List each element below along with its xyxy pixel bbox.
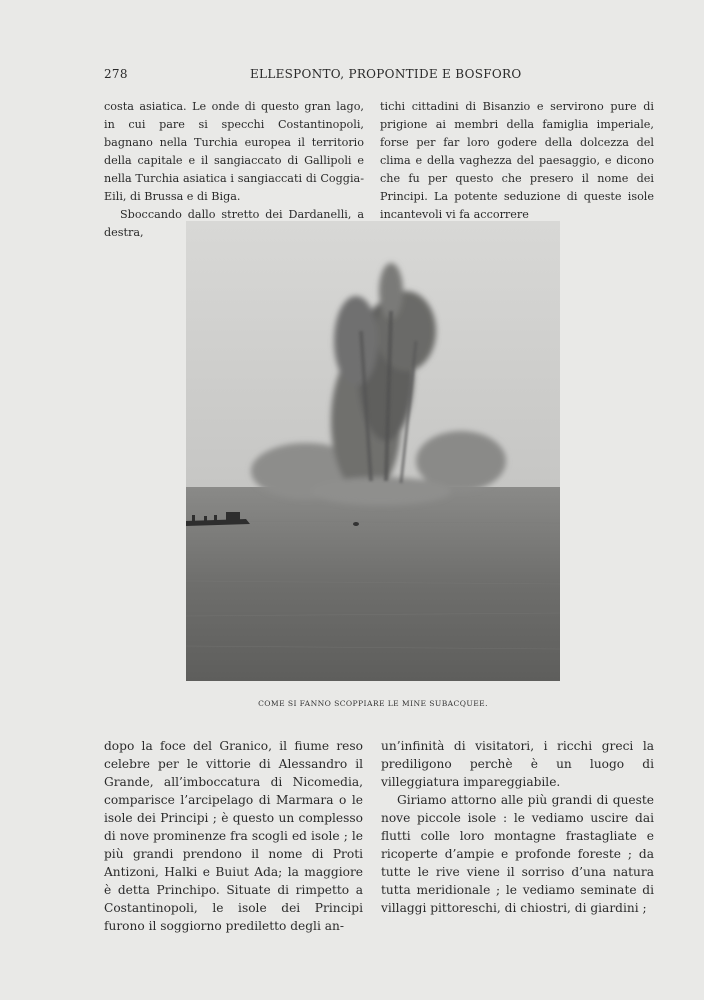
explosion-photograph [186, 221, 560, 681]
paragraph: Giriamo attorno alle più grandi di queste nove piccole isole : le vediamo uscire dai flutti colle loro montagne frastagliate e ricoperte d’ampie e profonde foreste ; da tutte le rive viene il sorriso d’una natura tutta meridionale ; le vediamo seminate di villaggi pittoreschi, di chiostri, di giardini ; [381, 793, 654, 915]
small-buoy [353, 522, 359, 526]
page-number: 278 [104, 67, 128, 81]
paragraph: tichi cittadini di Bisanzio e servirono pure di prigione ai membri della famiglia imperiale, forse per far loro godere della dolcezza del clima e della vaghezza del paesaggio, e dicono che fu per questo che presero il nome dei Principi. La potente seduzione di queste isole incantevoli vi fa accorrere [380, 100, 654, 221]
paragraph: dopo la foce del Granico, il fiume reso celebre per le vittorie di Alessandro il Grande, all’imboccatura di Nicomedia, comparisce l’arcipelago di Marmara o le isole dei Principi ; è questo un complesso di nove prominenze fra scogli ed isole ; le più grandi prendono il nome di Proti Antizoni, Halki e Buiut Ada; la maggiore è detta Princhipo. Situate di rimpetto a Costantinopoli, le isole dei Principi furono il soggiorno prediletto degli an- [104, 739, 363, 933]
page-header [0, 67, 704, 87]
photo-illustration [186, 221, 560, 681]
text-column-bottom-left [104, 737, 363, 935]
paragraph: Sboccando dallo stretto dei Dardanelli, a destra, [104, 208, 364, 239]
paragraph: costa asiatica. Le onde di questo gran lago, in cui pare si specchi Costantinopoli, bagnano nella Turchia europea il territorio della capitale e il sangiaccato di Gallipoli e nella Turchia asiatica i sangiaccati di Coggia-Eili, di Brussa e di Biga. [104, 100, 364, 203]
text-column-top-right [380, 98, 654, 224]
running-title: ELLESPONTO, PROPONTIDE E BOSFORO [250, 67, 522, 81]
figure-caption: COME SI FANNO SCOPPIARE LE MINE SUBACQUEE. [258, 699, 488, 708]
paragraph: un’infinità di visitatori, i ricchi greci la prediligono perchè è un luogo di villeggiatura impareggiabile. [381, 739, 654, 789]
text-column-bottom-right [381, 737, 654, 917]
sea [186, 487, 560, 681]
